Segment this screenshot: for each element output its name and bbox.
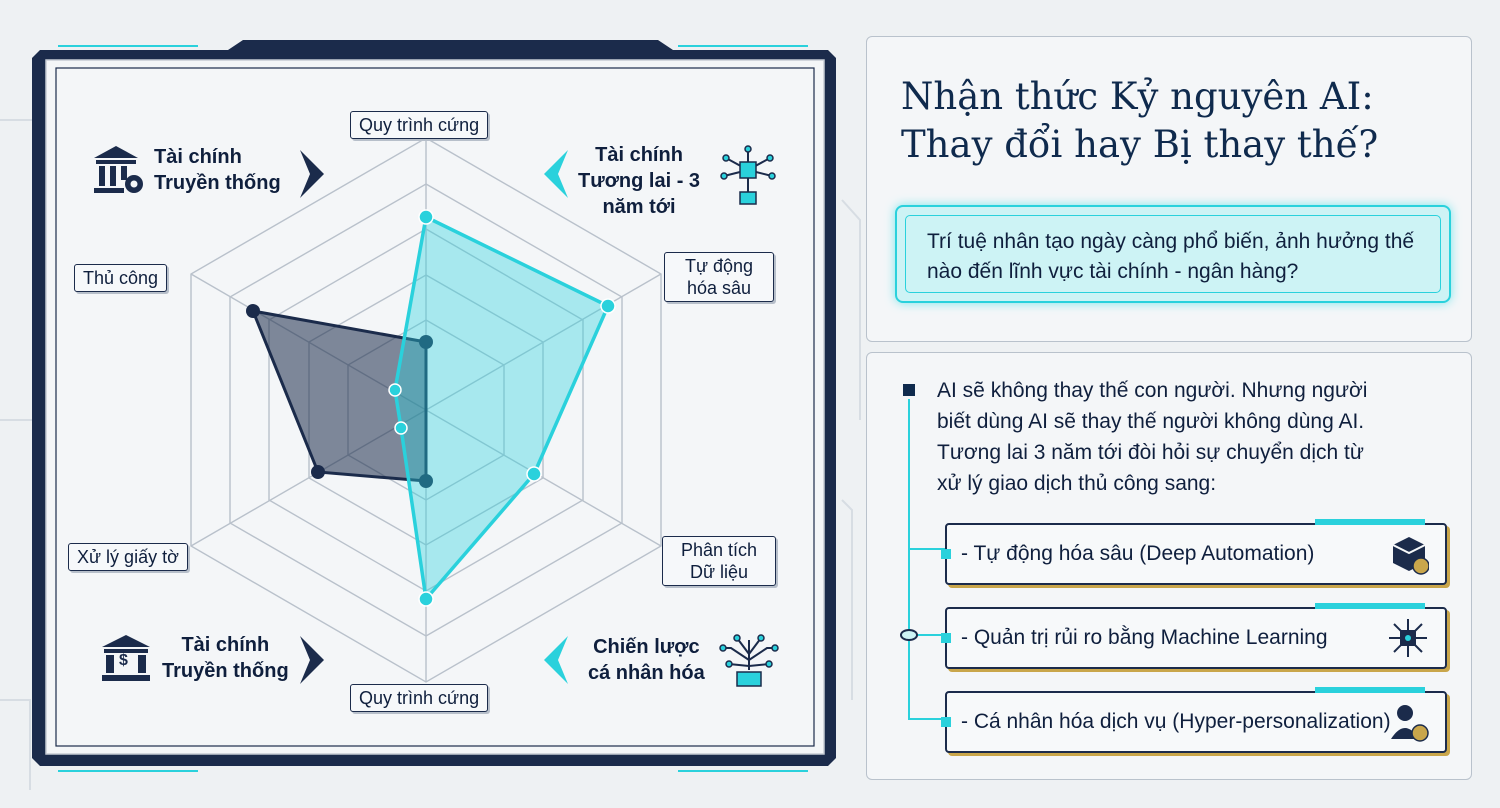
intro-line4: xử lý giao dịch thủ công sang: <box>937 472 1217 495</box>
corner-tl-line1: Tài chính <box>154 146 242 168</box>
corner-bl-line1: Tài chính <box>181 634 270 656</box>
intro-line1: AI sẽ không thay thế con người. Nhưng người <box>937 379 1368 402</box>
item-label: - Quản trị rủi ro bằng Machine Learning <box>961 626 1328 649</box>
corner-br-line2: cá nhân hóa <box>588 662 705 684</box>
page-title <box>901 73 1461 169</box>
corner-bl-line2: Truyền thống <box>162 660 289 682</box>
list-item-personalization <box>945 691 1447 753</box>
dollar-glyph-icon: $ <box>119 652 128 669</box>
question-box <box>895 205 1451 303</box>
axis-label-top-left: Thủ công <box>74 264 167 292</box>
corner-br-line1: Chiến lược <box>593 636 700 658</box>
corner-tr-line1: Tài chính <box>595 144 683 166</box>
network-node-icon <box>716 144 780 208</box>
intro-line2: biết dùng AI sẽ thay thế người không dùng AI. <box>937 410 1365 433</box>
title-panel <box>866 36 1472 342</box>
intro-line3: Tương lai 3 năm tới đòi hỏi sự chuyển dịch từ <box>937 441 1364 464</box>
corner-tl-line2: Truyền thống <box>154 172 281 194</box>
list-item-automation <box>945 523 1447 585</box>
bank-gear-icon <box>90 142 148 198</box>
corner-traditional-top <box>90 142 281 198</box>
axis-label-bottom: Quy trình cứng <box>350 684 488 712</box>
box-coin-icon <box>1387 533 1429 575</box>
title-line2: Thay đổi hay Bị thay thế? <box>901 123 1379 166</box>
axis-label-bottom-right: Phân tích Dữ liệu <box>662 536 776 586</box>
chip-network-icon <box>1387 617 1429 659</box>
item-label: - Cá nhân hóa dịch vụ (Hyper-personalization) <box>961 710 1391 733</box>
axis-label-bottom-left: Xử lý giấy tờ <box>68 543 188 571</box>
circuit-tree-icon <box>717 630 781 690</box>
corner-future-top <box>578 142 780 220</box>
title-line1: Nhận thức Kỷ nguyên AI: <box>901 75 1374 118</box>
corner-tr-line3: năm tới <box>602 196 676 218</box>
corner-tr-line2: Tương lai - 3 <box>578 170 701 192</box>
corner-future-bottom <box>588 630 781 690</box>
intro-text <box>937 375 1437 499</box>
question-text: Trí tuệ nhân tạo ngày càng phổ biến, ảnh hưởng thế nào đến lĩnh vực tài chính - ngân hàng? <box>927 230 1415 283</box>
corner-traditional-bottom <box>100 632 289 684</box>
axis-label-top-right: Tự động hóa sâu <box>664 252 774 302</box>
radar-frame <box>28 38 842 778</box>
list-item-risk-ml <box>945 607 1447 669</box>
item-label: - Tự động hóa sâu (Deep Automation) <box>961 542 1315 565</box>
bullet-marker <box>903 384 915 396</box>
axis-label-top: Quy trình cứng <box>350 111 488 139</box>
person-coin-icon <box>1387 701 1429 743</box>
content-panel <box>866 352 1472 780</box>
